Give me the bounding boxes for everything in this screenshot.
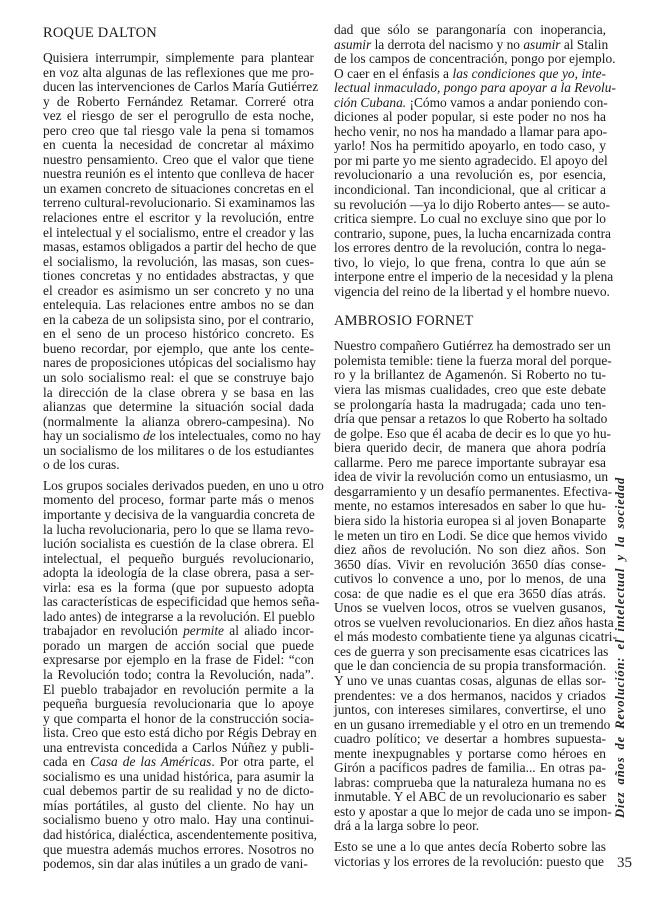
text-line: Nuestro compañero Gutiérrez ha demostrado ser un <box>334 338 611 354</box>
text-line: cual debemos partir de su realidad y no de dicto- <box>43 783 314 799</box>
text-line: prendentes: ve a dos hermanos, nacidos y criados <box>334 687 606 703</box>
text-line: que muestra además muchos errores. Nosotros no <box>43 841 314 857</box>
text-line: El pueblo trabajador en revolución permite a la <box>43 681 314 697</box>
text-line: trabajador en revolución permite al aliado incor- <box>43 623 314 639</box>
right-paragraph <box>334 338 617 834</box>
text-line: alianzas que determine la situación social dada <box>43 399 314 415</box>
text-line: cada en Casa de las Américas. Por otra parte, el <box>43 754 314 770</box>
text-line: desgarramiento y un desafío permanentes. Efectiva- <box>334 483 613 499</box>
text-line: dría que pensar a retazos lo que Roberto ha soltado <box>334 411 608 427</box>
text-line: socialismo es una unidad histórica, para asumir la <box>43 768 314 784</box>
text-line: su revolución —ya lo dijo Roberto antes— se auto- <box>334 196 610 212</box>
text-line: tivo, lo viejo, lo que frena, contra lo que aún se <box>334 254 606 270</box>
text-line: inmutable. Y el ABC de un revolucionario es saber <box>334 789 607 805</box>
text-line: diciones al poder popular, si este poder no nos ha <box>334 109 606 125</box>
text-line: vez el riesgo de ser el perogrullo de esta noche, <box>43 108 314 124</box>
text-line: en cuenta la necesidad de concretar al máximo <box>43 137 314 153</box>
right-column-body <box>334 338 617 869</box>
text-line: Unos se vuelven locos, otros se vuelven gusanos, <box>334 600 606 616</box>
text-line: victorias y los errores de la revolución: puesto que <box>334 853 604 869</box>
text-line: nuestro pensamiento. Creo que el valor que tiene <box>43 151 314 167</box>
section-gap <box>334 299 606 313</box>
text-line: asumir la derrota del nacismo y no asumir al Stalin <box>334 36 609 52</box>
left-column <box>43 25 324 872</box>
text-line: juntos, con intereses similares, convertirse, el uno <box>334 702 606 718</box>
text-line: diez años de revolución. No son diez años. Son <box>334 542 606 558</box>
right-continued-paragraph <box>334 22 616 299</box>
right-paragraph <box>334 840 606 869</box>
text-line: pequeña burguesía revolucionaria que lo apoye <box>43 696 314 712</box>
text-line: 3650 días. Vivir en revolución 3650 días conse- <box>334 556 606 572</box>
text-line: podemos, sin dar alas inútiles a un grado de vani- <box>43 856 308 872</box>
text-line: Quisiera interrumpir, simplemente para plantear <box>43 50 314 65</box>
text-line: polemista temible: tiene la fuerza moral del porque- <box>334 352 612 368</box>
text-line: revolucionario a una revolución es, por esencia, <box>334 167 606 183</box>
text-line: que le dan conciencia de su propia transformación. <box>334 658 607 674</box>
text-line: se prolongaría hasta la madrugada; cada uno ten- <box>334 396 606 412</box>
text-line: callarme. Pero me parece importante subrayar esa <box>334 454 606 470</box>
left-column-body <box>43 50 324 872</box>
text-line: la dirección de la clase obrera y se basa en las <box>43 384 314 400</box>
text-line: dad histórica, dialéctica, ascendentemente positiva, <box>43 826 318 842</box>
speaker-heading-ambrosio-fornet: AMBROSIO FORNET <box>334 313 474 330</box>
text-line: nares de proposiciones utópicas del socialismo hay <box>43 355 316 371</box>
text-line: un examen concreto de situaciones concretas en el <box>43 180 314 196</box>
running-title: Diez años de Revolución: el intelectual y la sociedad <box>613 476 627 818</box>
text-line: o de los curas. <box>43 457 120 473</box>
text-line: otros se vuelven revolucionarios. En diez años hasta <box>334 614 614 630</box>
text-line: el creador es asimismo un ser concreto y no una <box>43 282 314 298</box>
text-line: una entrevista concedida a Carlos Núñez y publi- <box>43 739 314 755</box>
text-line: intelectual, el pequeño burgués revolucionario, <box>43 550 314 566</box>
text-line: incondicional. Tan incondicional, que al criticar a <box>334 182 606 198</box>
text-line: hecho venir, no nos ha mandado a llamar para apo- <box>334 123 608 139</box>
text-line: en la cabeza de un solipsista sino, por el contrario, <box>43 311 314 327</box>
text-line: socialismo bueno y otro malo. Hay una continui- <box>43 812 314 828</box>
text-line: critica siempre. Lo cual no excluye sino que por lo <box>334 211 606 227</box>
text-line: labras: comprueba que la naturaleza humana no es <box>334 774 606 790</box>
text-line: por mi parte yo me siento agradecido. El apoyo del <box>334 152 608 168</box>
right-column-continuation <box>334 22 616 299</box>
text-line: (normalmente la alianza obrero-campesina). No <box>43 413 314 429</box>
text-line: Esto se une a lo que antes decía Roberto sobre las <box>334 838 606 854</box>
text-line: vigencia del reino de la libertad y el hombre nuevo. <box>334 283 610 299</box>
text-line: Y uno ve unas cuantas cosas, algunas de ellas sor- <box>334 672 606 688</box>
text-line: lución socialista es cuestión de la clase obrera. El <box>43 536 314 552</box>
text-line: Los grupos sociales derivados pueden, en uno u otro <box>43 477 324 493</box>
text-line: de golpe. Eso que él acaba de decir es lo que yo hu- <box>334 425 612 441</box>
text-line: virla: esa es la forma (que por supuesto adopta <box>43 579 314 595</box>
text-line: mente inexpugnables y portarse como héroes en <box>334 745 606 761</box>
text-line: de los campos de concentración, pongo por ejemplo. <box>334 51 616 67</box>
text-line: relaciones entre el escritor y la revolución, entre <box>43 210 314 226</box>
text-line: las características de especificidad que hemos seña- <box>43 594 320 610</box>
text-line: pero creo que tal riesgo vale la pena si tomamos <box>43 122 314 138</box>
text-line: cosa: de que nadie es el que era 3650 días atrás. <box>334 585 606 601</box>
text-line: yarlo! Nos ha permitido apoyarlo, en todo caso, y <box>334 138 606 154</box>
text-line: tiones concretas y no entidades abstractas, y que <box>43 268 314 284</box>
right-column <box>334 22 617 869</box>
text-line: en voz alta algunas de las reflexiones que me pro- <box>43 64 314 80</box>
text-line: en un gusano irremediable y el otro en un tremendo <box>334 716 611 732</box>
text-line: esto y apostar a que lo mejor de cada uno se impon- <box>334 803 612 819</box>
text-line: interpone entre el imperio de la necesidad y la plena <box>334 269 614 285</box>
text-line: O caer en el énfasis a las condiciones que yo, inte- <box>334 65 606 81</box>
text-line: dad que sólo se parangonaría con inoperancia, <box>334 22 606 37</box>
text-line: un socialismo de los militares o de los estudiantes <box>43 442 314 458</box>
text-line: porado un margen de acción social que puede <box>43 637 314 653</box>
text-line: hay un socialismo de los intelectuales, como no hay <box>43 428 321 444</box>
text-line: lado antes) de integrarse a la revolución. El pueblo <box>43 608 315 624</box>
text-line: Girón a pacíficos padres de familia... En otras pa- <box>334 760 606 776</box>
text-line: ducen las intervenciones de Carlos María Gutiérrez <box>43 79 319 95</box>
text-line: y que comparta el honor de la construcción socia- <box>43 710 314 726</box>
text-line: momento del proceso, formar parte más o menos <box>43 492 314 508</box>
text-line: masas, estamos obligados a partir del hecho de que <box>43 239 317 255</box>
text-line: idea de vivir la revolución como un entusiasmo, un <box>334 469 609 485</box>
left-paragraph <box>43 50 321 473</box>
text-line: el intelectual y el socialismo, entre el creador y las <box>43 224 314 240</box>
text-line: expresarse por ejemplo en la frase de Fidel: “con <box>43 652 314 668</box>
text-line: lectual inmaculado, pongo para apoyar a la Revolu- <box>334 80 616 96</box>
text-line: drá a la larga sobre lo peor. <box>334 818 480 834</box>
text-line: biera querido decir, de manera que ahora podría <box>334 440 606 456</box>
left-paragraph <box>43 477 324 872</box>
text-line: bueno recordar, por ejemplo, que ante los cente- <box>43 340 314 356</box>
text-line: el socialismo, la revolución, las masas, son cues- <box>43 253 314 269</box>
text-line: los errores dentro de la revolución, contra lo nega- <box>334 240 606 256</box>
text-line: contrario, supone, pues, la lucha encarnizada contra <box>334 225 611 241</box>
text-line: le meten un tiro en Lodi. Se dice que hemos vivido <box>334 527 608 543</box>
text-line: adopta la ideología de la clase obrera, pasa a ser- <box>43 565 314 581</box>
text-line: entelequia. Las relaciones entre ambos no se dan <box>43 297 314 313</box>
text-line: mías portátiles, al gusto del cliente. No hay un <box>43 797 314 813</box>
text-line: terreno cultural-revolucionario. Si examinamos las <box>43 195 315 211</box>
text-line: cutivos lo convence a uno, por lo menos, de una <box>334 571 606 587</box>
text-line: ces de guerra y son precisamente esas cicatrices las <box>334 643 609 659</box>
text-line: mente, no estamos interesados en saber lo que hu- <box>334 498 606 514</box>
text-line: importante y decisiva de la vanguardia concreta de <box>43 506 315 522</box>
speaker-heading-roque-dalton: ROQUE DALTON <box>43 25 157 41</box>
text-line: en el seno de un proceso histórico concreto. Es <box>43 326 314 342</box>
text-line: cuadro político; ve desertar a hombres supuesta- <box>334 731 606 747</box>
text-line: un solo socialismo real: el que se construye bajo <box>43 370 314 386</box>
page-number: 35 <box>617 855 632 871</box>
text-line: lista. Creo que esto está dicho por Régis Debray en <box>43 725 317 741</box>
text-line: la Revolución todo; contra la Revolución, nada”. <box>43 666 314 682</box>
text-line: biera sido la historia europea si al joven Bonaparte <box>334 512 606 528</box>
text-line: ción Cubana. ¡Cómo vamos a andar poniendo con- <box>334 94 608 110</box>
text-line: nuestra reunión es el intento que conlleva de hacer <box>43 166 314 182</box>
text-line: y de Roberto Fernández Retamar. Correré otra <box>43 93 314 109</box>
text-line: el más modesto combatiente tiene ya algunas cicatri- <box>334 629 617 645</box>
text-line: viera las mismas cualidades, creo que este debate <box>334 382 606 398</box>
text-line: ro y la brillantez de Agamenón. Si Roberto no tu- <box>334 367 606 383</box>
text-line: la lucha revolucionaria, pero lo que se llama revo- <box>43 521 314 537</box>
